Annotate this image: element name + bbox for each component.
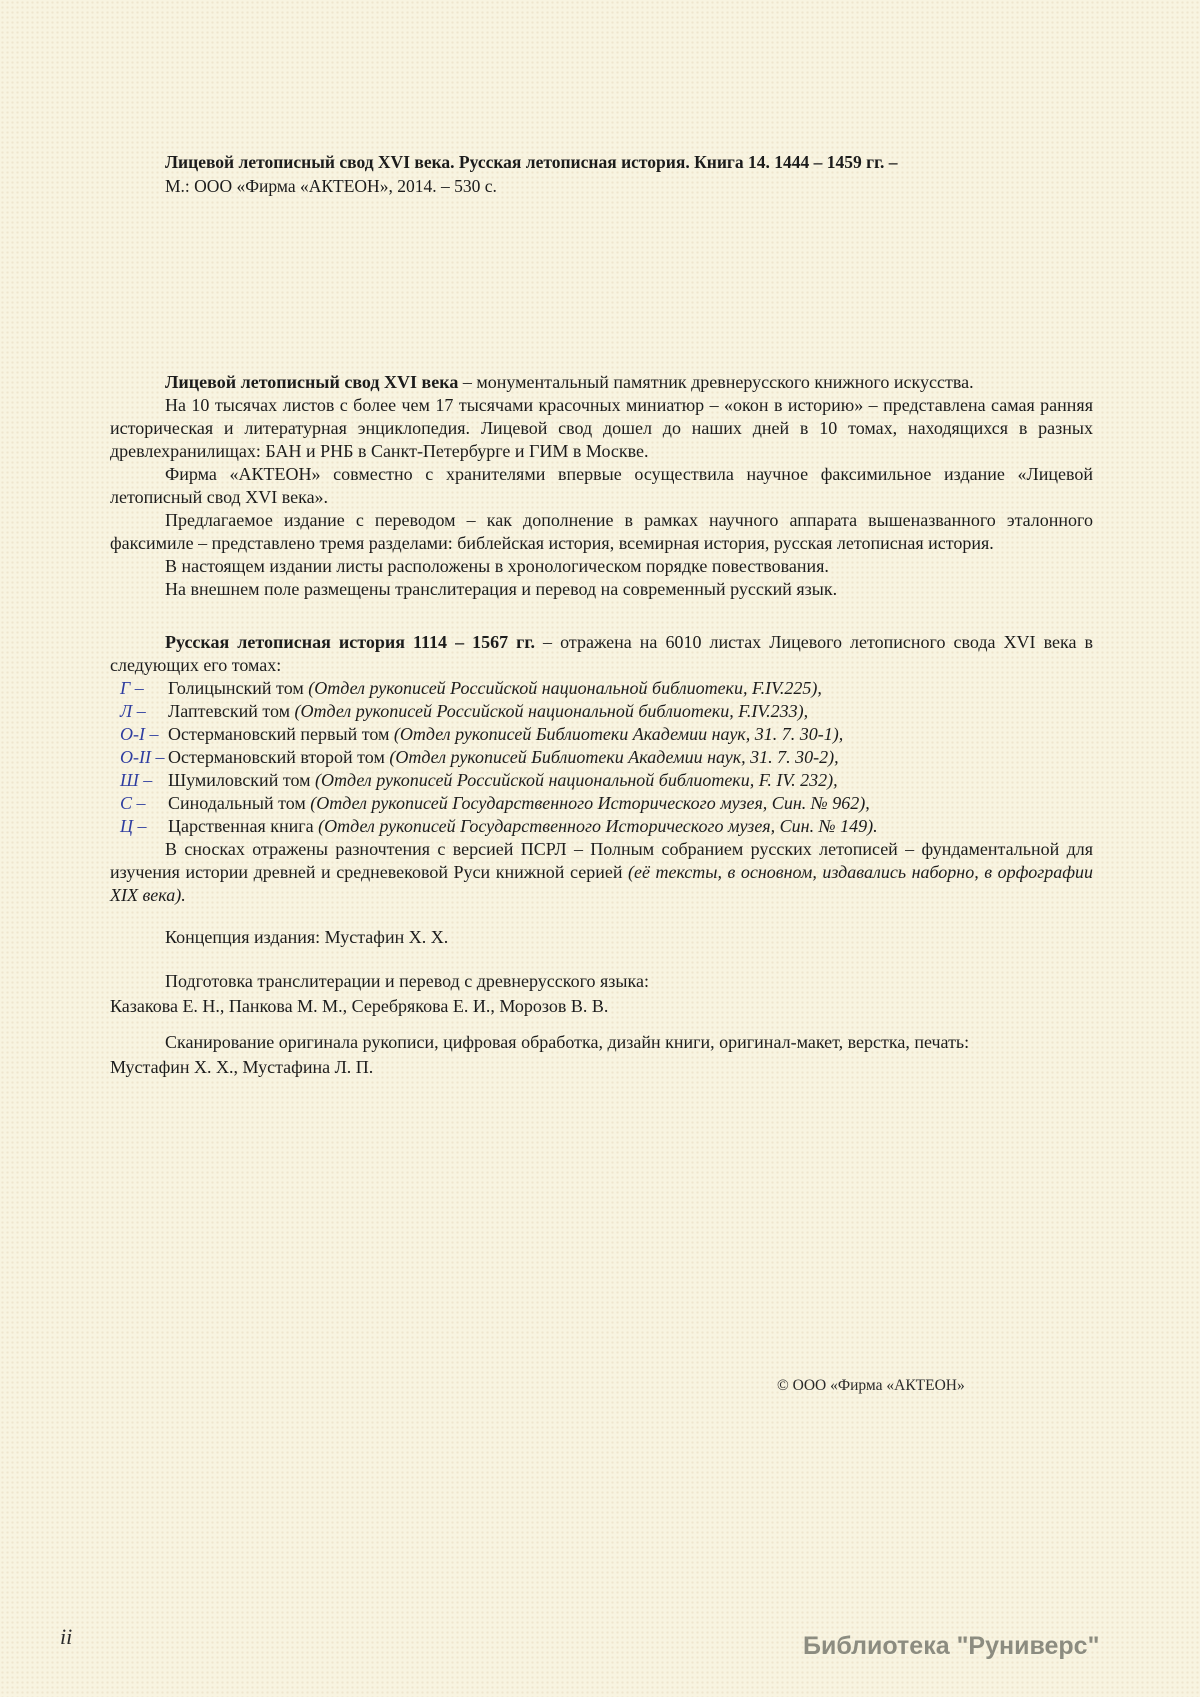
volume-name: Царственная книга [168, 816, 319, 836]
volume-name: Голицынский том [168, 678, 309, 698]
description-paragraph: На 10 тысячах листов с более чем 17 тысячами красочных миниатюр – «окон в историю» – представлена самая ранняя историческая и литературная энциклопедия. Лицевой свод дошел до наших дней в 10 томах, находящихся в разных древлехранилищах: БАН и РНБ в Санкт-Петербурге и ГИМ в Москве. [110, 395, 1093, 461]
runivers-watermark: Библиотека "Руниверс" [803, 1632, 1100, 1660]
volume-name: Лаптевский том [168, 701, 295, 721]
edition-description [110, 371, 1093, 601]
volume-item [110, 769, 1093, 792]
volume-name: Шумиловский том [168, 770, 315, 790]
description-paragraph [110, 371, 1093, 394]
description-lead-rest: – монументальный памятник древнерусского книжного искусства. [458, 372, 974, 392]
biblio-imprint-line: М.: ООО «Фирма «АКТЕОН», 2014. – 530 с. [165, 176, 497, 196]
volume-siglum: Ш – [120, 770, 153, 790]
footnotes-note-italic: (её тексты, в основном, издавались наборно, в орфографии XIX века). [110, 862, 1094, 905]
description-paragraph: Предлагаемое издание с переводом – как дополнение в рамках научного аппарата вышеназванного эталонного факсимиле – представлено тремя разделами: библейская история, всемирная история, русская летописная история. [110, 510, 1093, 553]
volume-item [110, 723, 1093, 746]
volumes-intro-bold: Русская летописная история 1114 – 1567 гг. [165, 632, 535, 652]
volume-reference: (Отдел рукописей Российской национальной библиотеки, F. IV. 232), [315, 770, 838, 790]
volume-reference: (Отдел рукописей Библиотеки Академии наук, 31. 7. 30-1), [393, 724, 844, 744]
description-paragraph: На внешнем поле размещены транслитерация и перевод на современный русский язык. [165, 579, 838, 599]
volume-item [110, 815, 1093, 838]
volume-siglum: Г – [120, 678, 144, 698]
credits-section [110, 925, 1093, 1080]
credit-transliteration-title: Подготовка транслитерации и перевод с древнерусского языка: [165, 971, 649, 991]
description-paragraph: Фирма «АКТЕОН» совместно с хранителями впервые осуществила научное факсимильное издание «Лицевой летописный свод XVI века». [110, 464, 1093, 507]
volume-item [110, 792, 1093, 815]
bibliographic-entry [165, 150, 935, 198]
copyright-notice: © ООО «Фирма «АКТЕОН» [777, 1377, 965, 1394]
biblio-title-line: Лицевой летописный свод XVI века. Русская летописная история. Книга 14. 1444 – 1459 гг. – [165, 152, 898, 172]
footnotes-note [110, 838, 1093, 907]
credit-scanning-title: Сканирование оригинала рукописи, цифровая обработка, дизайн книги, оригинал-макет, верстка, печать: [165, 1032, 970, 1052]
volume-reference: (Отдел рукописей Российской национальной библиотеки, F.IV.233), [294, 701, 809, 721]
volume-reference: (Отдел рукописей Российской национальной библиотеки, F.IV.225), [308, 678, 822, 698]
credit-scanning-names: Мустафин Х. Х., Мустафина Л. П. [110, 1057, 374, 1077]
volume-siglum: О-II – [120, 747, 165, 767]
volume-siglum: Л – [120, 701, 146, 721]
volumes-section [110, 631, 1093, 907]
volume-siglum: Ц – [120, 816, 147, 836]
description-lead-bold: Лицевой летописный свод XVI века [165, 372, 459, 392]
volume-item [110, 746, 1093, 769]
volume-reference: (Отдел рукописей Государственного Исторического музея, Син. № 149). [318, 816, 878, 836]
volume-reference: (Отдел рукописей Государственного Исторического музея, Син. № 962), [310, 793, 870, 813]
credit-concept: Концепция издания: Мустафин Х. Х. [165, 927, 449, 947]
volume-name: Остермановский второй том [168, 747, 390, 767]
volume-item [110, 677, 1093, 700]
volume-list [110, 677, 1093, 838]
volume-siglum: О-I – [120, 724, 159, 744]
credit-transliteration-names: Казакова Е. Н., Панкова М. М., Серебрякова Е. И., Морозов В. В. [110, 996, 609, 1016]
volume-name: Остермановский первый том [168, 724, 394, 744]
volumes-intro [110, 631, 1093, 677]
volumes-intro-rest: – отражена на 6010 листах Лицевого летописного свода XVI века в следующих его томах: [110, 632, 1093, 675]
volume-reference: (Отдел рукописей Библиотеки Академии наук, 31. 7. 30-2), [389, 747, 839, 767]
footnotes-note-text: В сносках отражены разночтения с версией ПСРЛ – Полным собранием русских летописей – фундаментальной для изучения истории древней и средневековой Руси книжной серией [110, 839, 1093, 882]
volume-siglum: С – [120, 793, 146, 813]
volume-name: Синодальный том [168, 793, 311, 813]
page-number: ii [60, 1624, 73, 1649]
volume-item [110, 700, 1093, 723]
description-paragraph: В настоящем издании листы расположены в хронологическом порядке повествования. [165, 556, 829, 576]
